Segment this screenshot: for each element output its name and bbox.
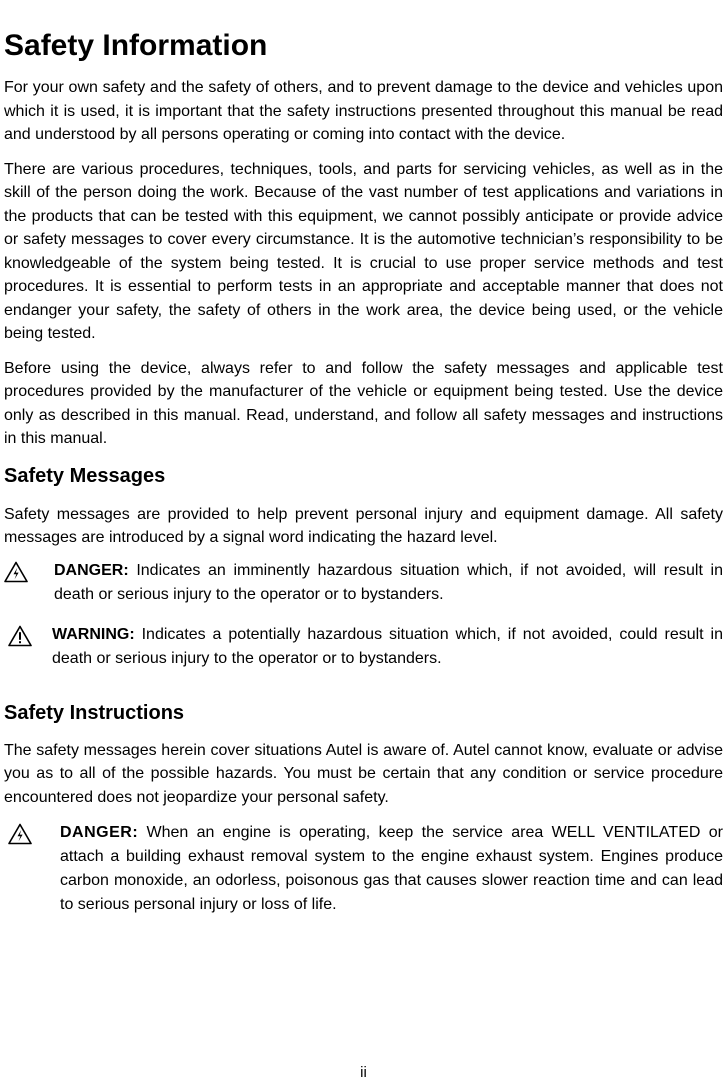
page-number: ii (360, 1064, 367, 1081)
warning-text: Indicates a potentially hazardous situation which, if not avoided, could result in death or serious injury to the operator or to bystanders. (52, 625, 724, 667)
danger-notice (4, 559, 723, 607)
before-using-paragraph: Before using the device, always refer to and follow the safety messages and applicable test procedures provided by the manufacturer of the vehicle or equipment being tested. Use the device only as described in this manual. Read, understand, and follow all safety messages and instructions in this manual. (4, 359, 723, 447)
engine-danger-label: DANGER: (60, 824, 139, 841)
intro-paragraph: For your own safety and the safety of others, and to prevent damage to the device and vehicles upon which it is used, it is important that the safety instructions presented throughout this manual be read and understood by all persons operating or coming into contact with the device. (4, 79, 723, 143)
document-page (4, 0, 723, 917)
safety-messages-heading: Safety Messages (4, 464, 166, 487)
procedures-paragraph: There are various procedures, techniques, tools, and parts for servicing vehicles, as well as in the skill of the person doing the work. Because of the vast number of test applications and variations in the products that can be tested with this equipment, we cannot possibly anticipate or provide advice or safety messages to cover every circumstance. It is the automotive technician’s responsibility to be knowledgeable of the system being tested. It is crucial to use proper service methods and test procedures. It is essential to perform tests in an appropriate and acceptable manner that does not endanger your safety, the safety of others in the work area, the device being used, or the vehicle being tested. (4, 160, 723, 342)
warning-label: WARNING: (52, 625, 135, 643)
electrical-hazard-icon (4, 561, 28, 583)
safety-instructions-heading: Safety Instructions (4, 701, 185, 724)
safety-messages-intro: Safety messages are provided to help prevent personal injury and equipment damage. All safety messages are introduced by a signal word indicating the hazard level. (4, 505, 723, 546)
danger-label: DANGER: (54, 561, 129, 579)
page-title: Safety Information (4, 29, 268, 62)
warning-icon (8, 625, 32, 647)
warning-notice (4, 623, 723, 671)
danger-text: Indicates an imminently hazardous situation which, if not avoided, will result in death or serious injury to the operator or to bystanders. (54, 561, 723, 603)
engine-danger-text: When an engine is operating, keep the service area WELL VENTILATED or attach a building exhaust removal system to the engine exhaust system. Engines produce carbon monoxide, an odorless, poisonous gas that causes slower reaction time and can lead to serious personal injury or loss of life. (60, 824, 723, 913)
electrical-hazard-icon (8, 823, 32, 845)
engine-danger-notice (4, 821, 723, 917)
safety-instructions-intro: The safety messages herein cover situations Autel is aware of. Autel cannot know, evaluate or advise you as to all of the possible hazards. You must be certain that any condition or service procedure encountered does not jeopardize your personal safety. (4, 741, 723, 806)
